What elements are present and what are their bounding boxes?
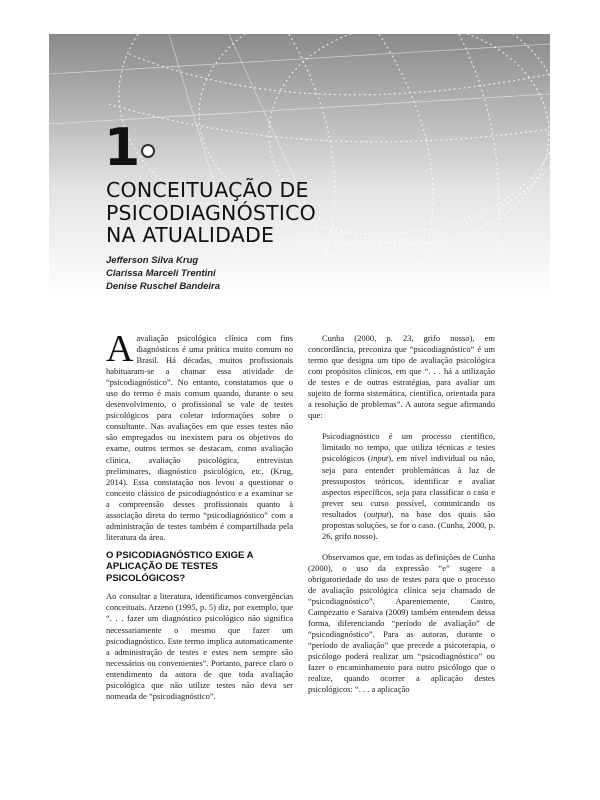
quote-emphasis: output — [366, 508, 389, 519]
right-text-column — [308, 333, 495, 695]
intro-paragraph — [106, 328, 293, 543]
quote-text: ), em nível individual ou não, seja para entender problemáticas à luz de pressupostos teóricos, identificar e avaliar aspectos específicos, seja para classificar o caso e prever seu curso possível, comunicando os resultados ( — [322, 453, 496, 519]
quote-text: Psicodiagnóstico é um processo científico, limitado no tempo, que utiliza técnicas — [322, 431, 495, 453]
chapter-title-line: PSICODIAGNÓSTICO — [106, 200, 316, 225]
chapter-title-line: CONCEITUAÇÃO DE — [106, 178, 309, 202]
body-paragraph: Observamos que, em todas as definições de Cunha (2000), o uso da expressão “e” sugere a obrigatoriedade do uso de testes para que o processo de avaliação psicológica clínica seja chamado de “psicodiagnóstico”. Aparentemente, Castro, Campezatto e Saraiva (2009) também entendem dessa forma, diferenciando “período de avaliação” de “psicodiagnóstico”. Para as autoras, durante o “período de avaliação” que precede a psicoterapia, o psicólogo poderá realizar um “psicodiagnóstico” ou fazer o encaminhamento para outro psicólogo que o realize, quando ocorrer a aplicação destes psicológicos: “. . . a aplicação — [308, 551, 495, 695]
author-name: Jefferson Silva Krug — [106, 255, 199, 266]
section-heading: O PSICODIAGNÓSTICO EXIGE A APLICAÇÃO DE TESTES PSICOLÓGICOS? — [106, 549, 254, 584]
left-text-column — [106, 328, 293, 702]
quote-emphasis: e — [468, 442, 472, 453]
chapter-bullet-icon — [141, 144, 155, 158]
body-paragraph: Cunha (2000, p. 23, grifo nosso), em concordância, preconiza que “psicodiagnóstico” é um termo que designa um tipo de avaliação psicológica com propósitos clínicos, em que “. . . há a utilização de testes e de outras estratégias, para avaliar um sujeito de forma sistemática, científica, orientada para a resolução de problemas”. A autora segue afirmando que: — [308, 333, 495, 421]
block-quote — [322, 431, 495, 541]
quote-text: ), na base dos quais são propostas soluções, se for o caso. (Cunha, 2000, p. 26, grifo nosso). — [322, 508, 495, 541]
author-list — [106, 254, 220, 293]
author-name: Clarissa Marceli Trentini — [106, 268, 216, 279]
intro-text: avaliação psicológica clínica com fins diagnósticos é uma prática muito comum no Brasil. Há décadas, muitos profissionais habituaram-se a chamar essa atividade de “psicodiagnóstico”. No entanto, constatamos que o uso do termo é mais comum quando, durante o seu desenvolvimento, o profissional se vale de testes psicológicos para coletar informações sobre o consultante. Nas avaliações em que esses testes não são empregados ou inexistem para os objetivos do exame, outros termos se destacam, como avaliação clínica, avaliação psicológica, entrevistas preliminares, diagnóstico psicológico, etc. (Krug, 2014). Essa constatação nos levou a questionar o conceito clássico de psicodiagnóstico e a examinar se a compreensão desses profissionais quanto à associação direta do termo “psicodiagnóstico” com a administração de testes também é compartilhada pela literatura da área. — [106, 333, 293, 542]
body-paragraph: Ao consultar a literatura, identificamos convergências conceituais. Arzeno (1995, p. 5) diz, por exemplo, que “. . . fazer um diagnóstico psicológico não significa necessariamente o mesmo que fazer um psicodiagnóstico. Este termo implica automaticamente a administração de testes e estes nem sempre são necessários ou convenientes”. Portanto, parece claro o entendimento da autora de que toda avaliação psicológica que não utilize testes não deva ser nomeada de “psicodiagnóstico”. — [106, 591, 293, 701]
author-name: Denise Ruschel Bandeira — [106, 281, 221, 292]
chapter-title — [106, 179, 316, 247]
quote-emphasis: input — [370, 453, 389, 464]
chapter-number: 1 — [104, 118, 140, 178]
chapter-title-line: NA ATUALIDADE — [106, 223, 275, 247]
quote-text: testes psicológicos ( — [322, 442, 495, 464]
drop-cap: A — [106, 328, 134, 370]
